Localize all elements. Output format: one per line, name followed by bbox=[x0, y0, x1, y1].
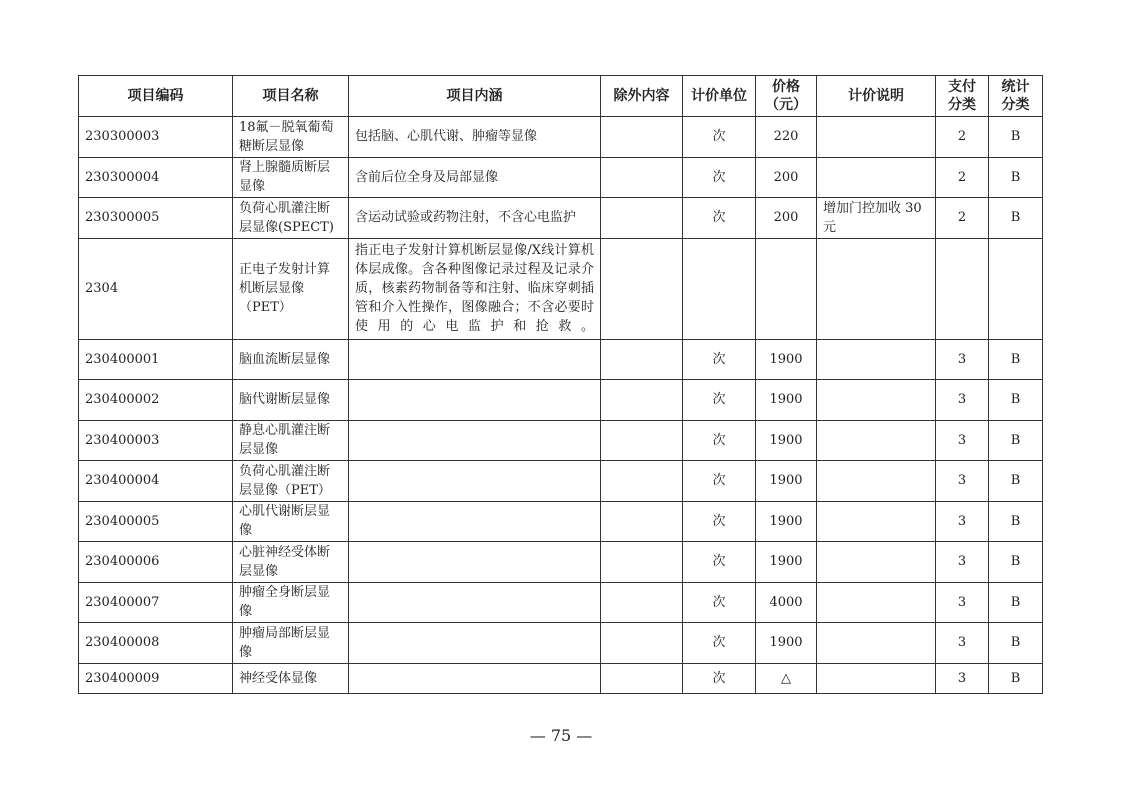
table-row bbox=[79, 238, 1043, 339]
cell-content: 指正电子发射计算机断层显像/X线计算机体层成像。含各种图像记录过程及记录介质，核素药物制备等和注射、临床穿刺插管和介入性操作，图像融合；不含必要时使用的心电监护和抢救。 bbox=[349, 238, 601, 339]
header-stats: 统计分类 bbox=[989, 76, 1043, 117]
cell-price: 200 bbox=[756, 198, 817, 239]
cell-price: 220 bbox=[756, 117, 817, 158]
cell-content bbox=[349, 501, 601, 542]
cell-content: 含前后位全身及局部显像 bbox=[349, 157, 601, 198]
cell-unit: 次 bbox=[683, 542, 756, 583]
cell-content: 含运动试验或药物注射，不含心电监护 bbox=[349, 198, 601, 239]
cell-payment: 3 bbox=[936, 339, 989, 380]
header-payment: 支付分类 bbox=[936, 76, 989, 117]
table-row bbox=[79, 117, 1043, 158]
cell-note: 增加门控加收 30 元 bbox=[817, 198, 936, 239]
cell-name: 负荷心肌灌注断层显像(SPECT) bbox=[233, 198, 349, 239]
cell-name: 负荷心肌灌注断层显像（PET） bbox=[233, 461, 349, 502]
header-code: 项目编码 bbox=[79, 76, 233, 117]
cell-payment: 2 bbox=[936, 157, 989, 198]
cell-note bbox=[817, 238, 936, 339]
cell-content bbox=[349, 582, 601, 623]
cell-price: 200 bbox=[756, 157, 817, 198]
table-body bbox=[79, 117, 1043, 694]
cell-exclusions bbox=[601, 623, 683, 664]
table-row bbox=[79, 380, 1043, 421]
cell-content bbox=[349, 663, 601, 694]
cell-note bbox=[817, 542, 936, 583]
cell-stats: B bbox=[989, 157, 1043, 198]
cell-note bbox=[817, 339, 936, 380]
cell-code: 230400003 bbox=[79, 420, 233, 461]
cell-note bbox=[817, 420, 936, 461]
header-exclusions: 除外内容 bbox=[601, 76, 683, 117]
cell-exclusions bbox=[601, 238, 683, 339]
cell-price: 1900 bbox=[756, 420, 817, 461]
cell-payment: 3 bbox=[936, 461, 989, 502]
cell-payment: 3 bbox=[936, 501, 989, 542]
cell-unit: 次 bbox=[683, 157, 756, 198]
cell-exclusions bbox=[601, 380, 683, 421]
cell-payment: 3 bbox=[936, 420, 989, 461]
cell-price: 1900 bbox=[756, 339, 817, 380]
table-row bbox=[79, 461, 1043, 502]
cell-name: 神经受体显像 bbox=[233, 663, 349, 694]
cell-exclusions bbox=[601, 461, 683, 502]
cell-code: 230400007 bbox=[79, 582, 233, 623]
cell-payment: 3 bbox=[936, 663, 989, 694]
cell-unit: 次 bbox=[683, 663, 756, 694]
cell-note bbox=[817, 117, 936, 158]
cell-stats: B bbox=[989, 117, 1043, 158]
cell-code: 230400001 bbox=[79, 339, 233, 380]
cell-exclusions bbox=[601, 663, 683, 694]
cell-stats: B bbox=[989, 339, 1043, 380]
cell-note bbox=[817, 461, 936, 502]
table-row bbox=[79, 582, 1043, 623]
header-name: 项目名称 bbox=[233, 76, 349, 117]
cell-payment bbox=[936, 238, 989, 339]
cell-unit: 次 bbox=[683, 501, 756, 542]
cell-code: 230400009 bbox=[79, 663, 233, 694]
cell-price: 1900 bbox=[756, 501, 817, 542]
cell-unit: 次 bbox=[683, 461, 756, 502]
cell-unit: 次 bbox=[683, 198, 756, 239]
cell-stats: B bbox=[989, 198, 1043, 239]
cell-code: 230400005 bbox=[79, 501, 233, 542]
cell-exclusions bbox=[601, 339, 683, 380]
page-number: — 75 — bbox=[529, 726, 593, 745]
cell-code: 230300005 bbox=[79, 198, 233, 239]
cell-payment: 3 bbox=[936, 380, 989, 421]
cell-name: 脑血流断层显像 bbox=[233, 339, 349, 380]
cell-exclusions bbox=[601, 420, 683, 461]
cell-price: 1900 bbox=[756, 461, 817, 502]
cell-code: 230400008 bbox=[79, 623, 233, 664]
cell-stats: B bbox=[989, 582, 1043, 623]
cell-code: 230300004 bbox=[79, 157, 233, 198]
cell-payment: 2 bbox=[936, 198, 989, 239]
cell-name: 心脏神经受体断层显像 bbox=[233, 542, 349, 583]
cell-code: 230300003 bbox=[79, 117, 233, 158]
cell-exclusions bbox=[601, 501, 683, 542]
cell-name: 脑代谢断层显像 bbox=[233, 380, 349, 421]
cell-price: 1900 bbox=[756, 380, 817, 421]
cell-code: 230400006 bbox=[79, 542, 233, 583]
cell-content bbox=[349, 623, 601, 664]
cell-stats: B bbox=[989, 420, 1043, 461]
cell-note bbox=[817, 663, 936, 694]
cell-note bbox=[817, 582, 936, 623]
table-row bbox=[79, 157, 1043, 198]
cell-note bbox=[817, 157, 936, 198]
cell-content bbox=[349, 542, 601, 583]
cell-content bbox=[349, 420, 601, 461]
cell-exclusions bbox=[601, 198, 683, 239]
cell-stats: B bbox=[989, 623, 1043, 664]
cell-note bbox=[817, 380, 936, 421]
cell-content: 包括脑、心肌代谢、肿瘤等显像 bbox=[349, 117, 601, 158]
cell-exclusions bbox=[601, 582, 683, 623]
table-row bbox=[79, 198, 1043, 239]
cell-name: 肾上腺髓质断层显像 bbox=[233, 157, 349, 198]
header-price: 价格（元） bbox=[756, 76, 817, 117]
table-row bbox=[79, 623, 1043, 664]
header-note: 计价说明 bbox=[817, 76, 936, 117]
cell-content bbox=[349, 339, 601, 380]
cell-price: △ bbox=[756, 663, 817, 694]
cell-name: 心肌代谢断层显像 bbox=[233, 501, 349, 542]
cell-payment: 3 bbox=[936, 623, 989, 664]
header-row bbox=[79, 76, 1043, 117]
cell-price: 1900 bbox=[756, 623, 817, 664]
header-unit: 计价单位 bbox=[683, 76, 756, 117]
cell-stats: B bbox=[989, 542, 1043, 583]
table-row bbox=[79, 339, 1043, 380]
cell-stats bbox=[989, 238, 1043, 339]
cell-unit: 次 bbox=[683, 339, 756, 380]
cell-code: 230400004 bbox=[79, 461, 233, 502]
cell-name: 静息心肌灌注断层显像 bbox=[233, 420, 349, 461]
cell-exclusions bbox=[601, 117, 683, 158]
cell-price: 1900 bbox=[756, 542, 817, 583]
cell-unit: 次 bbox=[683, 582, 756, 623]
cell-exclusions bbox=[601, 542, 683, 583]
cell-content bbox=[349, 380, 601, 421]
cell-price: 4000 bbox=[756, 582, 817, 623]
cell-content bbox=[349, 461, 601, 502]
cell-unit: 次 bbox=[683, 380, 756, 421]
header-content: 项目内涵 bbox=[349, 76, 601, 117]
cell-stats: B bbox=[989, 663, 1043, 694]
cell-payment: 2 bbox=[936, 117, 989, 158]
table-row bbox=[79, 542, 1043, 583]
cell-price bbox=[756, 238, 817, 339]
table-row bbox=[79, 420, 1043, 461]
cell-exclusions bbox=[601, 157, 683, 198]
cell-name: 肿瘤局部断层显像 bbox=[233, 623, 349, 664]
cell-name: 正电子发射计算机断层显像（PET） bbox=[233, 238, 349, 339]
cell-code: 230400002 bbox=[79, 380, 233, 421]
cell-code: 2304 bbox=[79, 238, 233, 339]
cell-note bbox=[817, 623, 936, 664]
cell-name: 肿瘤全身断层显像 bbox=[233, 582, 349, 623]
cell-payment: 3 bbox=[936, 542, 989, 583]
cell-stats: B bbox=[989, 461, 1043, 502]
cell-payment: 3 bbox=[936, 582, 989, 623]
table-row bbox=[79, 663, 1043, 694]
cell-note bbox=[817, 501, 936, 542]
cell-name: 18氟－脱氧葡萄糖断层显像 bbox=[233, 117, 349, 158]
table-row bbox=[79, 501, 1043, 542]
cell-unit bbox=[683, 238, 756, 339]
cell-unit: 次 bbox=[683, 623, 756, 664]
cell-unit: 次 bbox=[683, 420, 756, 461]
cell-stats: B bbox=[989, 380, 1043, 421]
cell-unit: 次 bbox=[683, 117, 756, 158]
cell-stats: B bbox=[989, 501, 1043, 542]
price-table bbox=[78, 75, 1043, 694]
